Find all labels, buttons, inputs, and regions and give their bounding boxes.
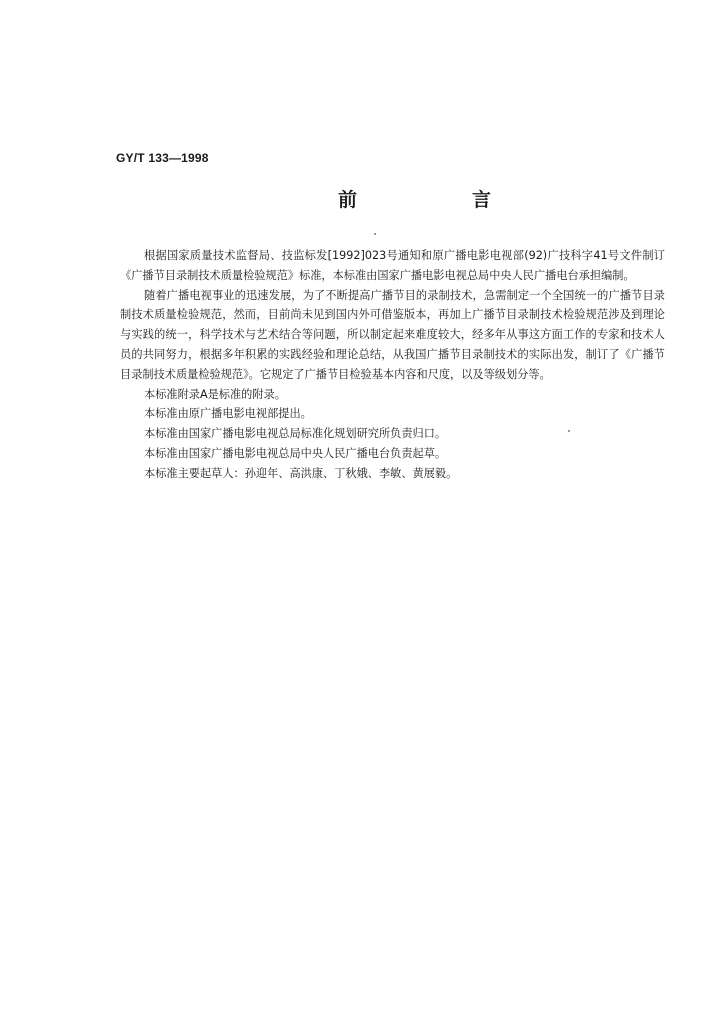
paragraph-drafting-unit: 本标准由国家广播电影电视总局中央人民广播电台负责起草。 <box>144 446 447 460</box>
paragraph-responsible-unit: 本标准由国家广播电影电视总局标准化规划研究所负责归口。 <box>144 427 447 441</box>
foreword-body <box>120 246 665 484</box>
paragraph-proposer: 本标准由原广播电影电视部提出。 <box>144 407 312 421</box>
scan-speck <box>374 233 376 235</box>
paragraph-background: 随着广播电视事业的迅速发展，为了不断提高广播节目的录制技术，急需制定一个全国统一的广播节目录制技术质量检验规范，然而，目前尚未见到国内外可借鉴版本，再加上广播节目录制技术检验规范涉及到理论与实践的统一，科学技术与艺术结合等问题，所以制定起来难度较大，经多年从事这方面工作的专家和技术人员的共同努力，根据多年积累的实践经验和理论总结，从我国广播节目录制技术的实际出发，制订了《广播节目录制技术质量检验规范》。它规定了广播节目检验基本内容和尺度，以及等级划分等。 <box>120 288 665 381</box>
standard-code: GY/T 133—1998 <box>116 151 209 165</box>
paragraph-drafters: 本标准主要起草人：孙迎年、高洪康、丁秋娥、李敏、黄展毅。 <box>144 466 458 480</box>
paragraph-basis: 根据国家质量技术监督局、技监标发[1992]023号通知和原广播电影电视部(92)广技科字41号文件制订《广播节目录制技术质量检验规范》标准，本标准由国家广播电影电视总局中央人民广播电台承担编制。 <box>120 249 665 282</box>
page-title: 前 言 <box>338 189 540 211</box>
paragraph-appendix-note: 本标准附录A是标准的附录。 <box>144 387 286 401</box>
